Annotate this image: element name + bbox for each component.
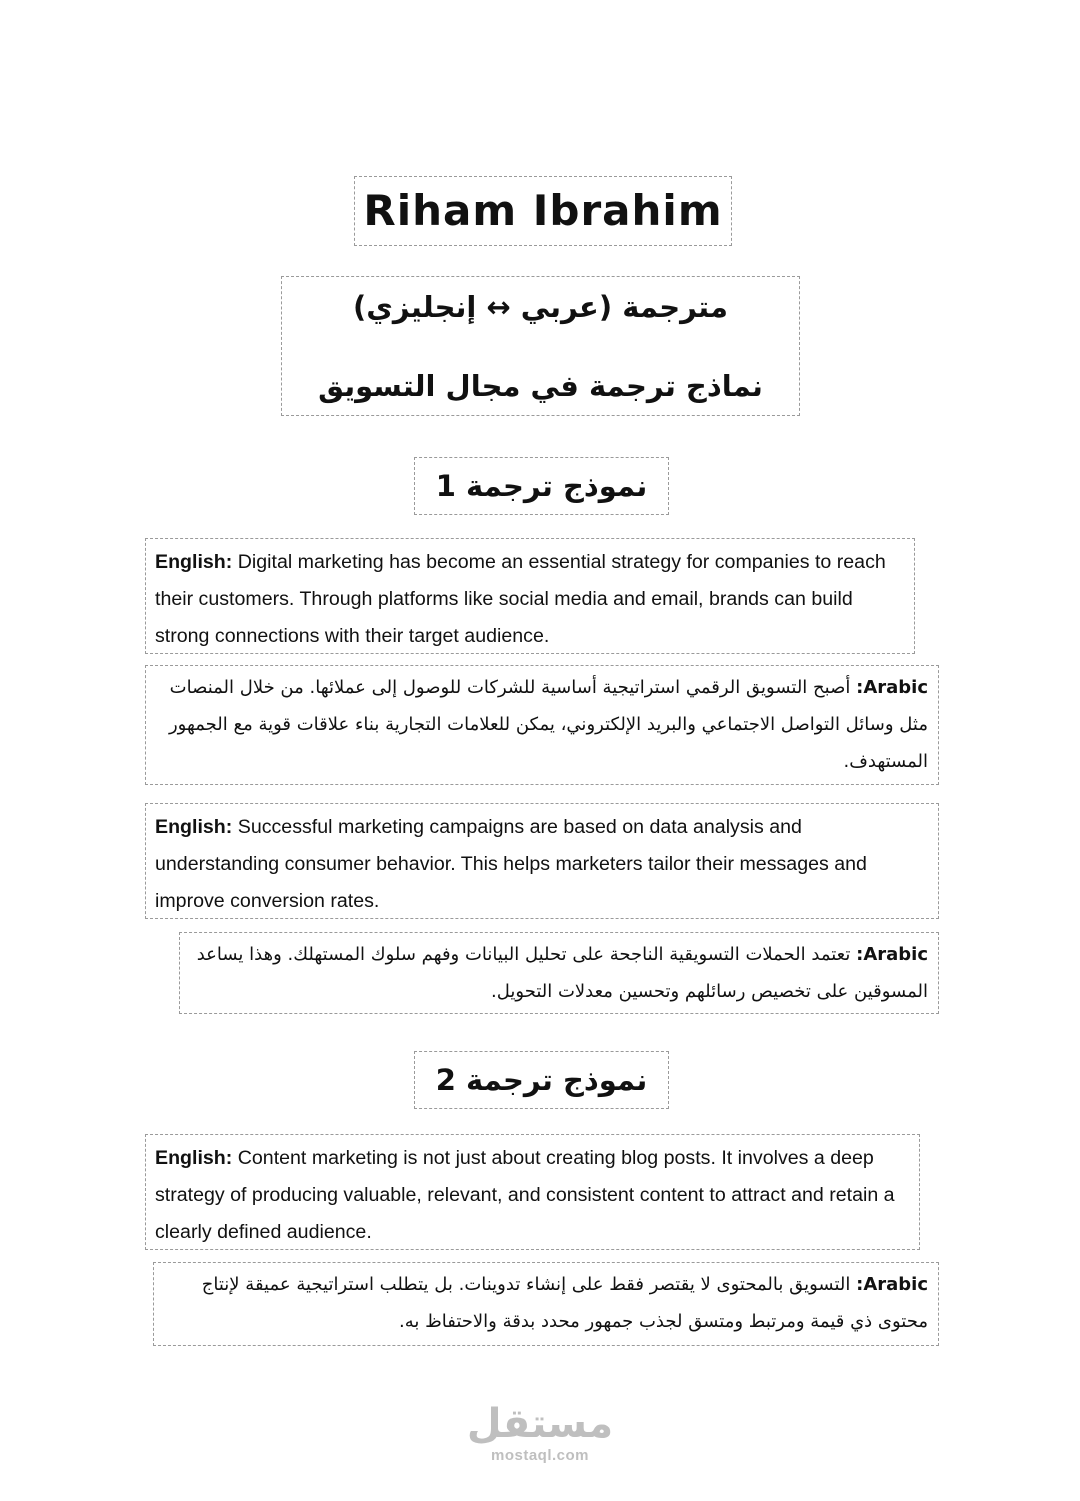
- sample-2-title: نموذج ترجمة 2: [414, 1051, 669, 1109]
- english-label: English:: [155, 816, 233, 838]
- page-heading: [281, 276, 800, 416]
- role-title: مترجمة (عربي ↔ إنجليزي): [353, 290, 728, 324]
- sample-1-english-2: [145, 803, 939, 919]
- sample-1-arabic-1: [145, 665, 939, 785]
- arabic-text: تعتمد الحملات التسويقية الناجحة على تحليل البيانات وفهم سلوك المستهلك. وهذا يساعد المسوقين على تخصيص رسائلهم وتحسين معدلات التحويل.: [196, 944, 928, 1002]
- english-text: Digital marketing has become an essential strategy for companies to reach their customers. Through platforms like social media and email, brands can build strong connections with their target audience.: [155, 551, 886, 647]
- arabic-text: التسويق بالمحتوى لا يقتصر فقط على إنشاء تدوينات. بل يتطلب استراتيجية عميقة لإنتاج محتوى ذي قيمة ومرتبط ومتسق لجذب جمهور محدد بدقة والاحتفاظ به.: [201, 1274, 928, 1332]
- arabic-label: Arabic:: [856, 944, 928, 965]
- english-text: Content marketing is not just about creating blog posts. It involves a deep strategy of producing valuable, relevant, and consistent content to attract and retain a clearly defined audience.: [155, 1147, 895, 1243]
- translator-name: Riham Ibrahim: [354, 176, 732, 246]
- english-text: Successful marketing campaigns are based on data analysis and understanding consumer behavior. This helps marketers tailor their messages and improve conversion rates.: [155, 816, 867, 912]
- sample-1-english-1: [145, 538, 915, 654]
- english-label: English:: [155, 1147, 233, 1169]
- arabic-label: Arabic:: [856, 677, 928, 698]
- page-subtitle: نماذج ترجمة في مجال التسويق: [318, 369, 763, 403]
- sample-1-title: نموذج ترجمة 1: [414, 457, 669, 515]
- sample-2-english-1: [145, 1134, 920, 1250]
- sample-2-arabic-1: [153, 1262, 939, 1346]
- english-label: English:: [155, 551, 233, 573]
- watermark-url: mostaql.com: [490, 1447, 590, 1464]
- watermark-logo-text: مستقل: [466, 1401, 614, 1447]
- arabic-text: أصبح التسويق الرقمي استراتيجية أساسية للشركات للوصول إلى عملائها. من خلال المنصات مثل وسائل التواصل الاجتماعي والبريد الإلكتروني، يمكن للعلامات التجارية بناء علاقات قوية مع الجمهور المستهدف.: [168, 677, 928, 772]
- arabic-label: Arabic:: [856, 1274, 928, 1295]
- sample-1-arabic-2: [179, 932, 939, 1014]
- mostaql-watermark: [462, 1400, 618, 1474]
